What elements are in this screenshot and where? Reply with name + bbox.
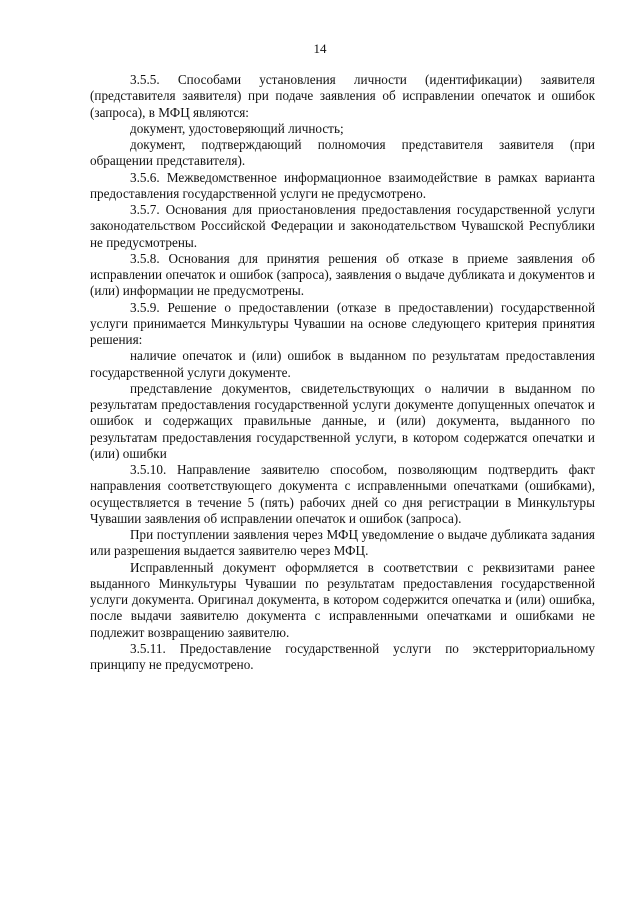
paragraph-identity-document: документ, удостоверяющий личность; (130, 120, 344, 136)
paragraph-3-5-11: 3.5.11. Предоставление государственной услуги по экстерриториальному принципу не предусмотрено. (90, 640, 595, 672)
document-body (90, 72, 595, 673)
page-number: 14 (313, 41, 327, 56)
paragraph-3-5-8: 3.5.8. Основания для принятия решения об отказе в приеме заявления об исправлении опечаток и ошибок (запроса), заявления о выдаче дубликата и документов и (или) информации не предусмотрены. (90, 250, 595, 299)
paragraph-corrected-document: Исправленный документ оформляется в соответствии с реквизитами ранее выданного Минкультуры Чувашии по результатам предоставления государственной услуги документа. Оригинал документа, в котором содержится опечатка и (или) ошибка, после выдачи заявителю документа с исправленными опечатками и ошибками не подлежит возвращению заявителю. (90, 559, 595, 640)
paragraph-3-5-6: 3.5.6. Межведомственное информационное взаимодействие в рамках варианта предоставления государственной услуги не предусмотрено. (90, 169, 595, 201)
paragraph-criterion-documents: представление документов, свидетельствующих о наличии в выданном по результатам предоставления государственной услуги документе допущенных опечаток и ошибок и содержащих правильные данные, и (или) документа, выданного по результатам предоставления государственной услуги, в котором содержатся опечатки и (или) ошибки (90, 380, 595, 461)
paragraph-3-5-9: 3.5.9. Решение о предоставлении (отказе в предоставлении) государственной услуги принимается Минкультуры Чувашии на основе следующего критерия принятия решения: (90, 299, 595, 347)
paragraph-authority-document: документ, подтверждающий полномочия представителя заявителя (при обращении представителя). (90, 137, 595, 169)
paragraph-mfc-notice: При поступлении заявления через МФЦ уведомление о выдаче дубликата задания или разрешения выдается заявителю через МФЦ. (90, 527, 595, 559)
paragraph-criterion-errors: наличие опечаток и (или) ошибок в выданном по результатам предоставления государственной услуги документе. (90, 348, 595, 380)
paragraph-3-5-5: 3.5.5. Способами установления личности (идентификации) заявителя (представителя заявителя) при подаче заявления об исправлении опечаток и ошибок (запроса), в МФЦ являются: (90, 72, 595, 120)
paragraph-3-5-7: 3.5.7. Основания для приостановления предоставления государственной услуги законодательством Российской Федерации и законодательством Чувашской Республики не предусмотрены. (90, 202, 595, 250)
paragraph-3-5-10: 3.5.10. Направление заявителю способом, позволяющим подтвердить факт направления соответствующего документа с исправленными опечатками (ошибками), осуществляется в течение 5 (пять) рабочих дней со дня регистрации в Минкультуры Чувашии заявления об исправлении опечаток и ошибок (запроса). (90, 462, 595, 526)
